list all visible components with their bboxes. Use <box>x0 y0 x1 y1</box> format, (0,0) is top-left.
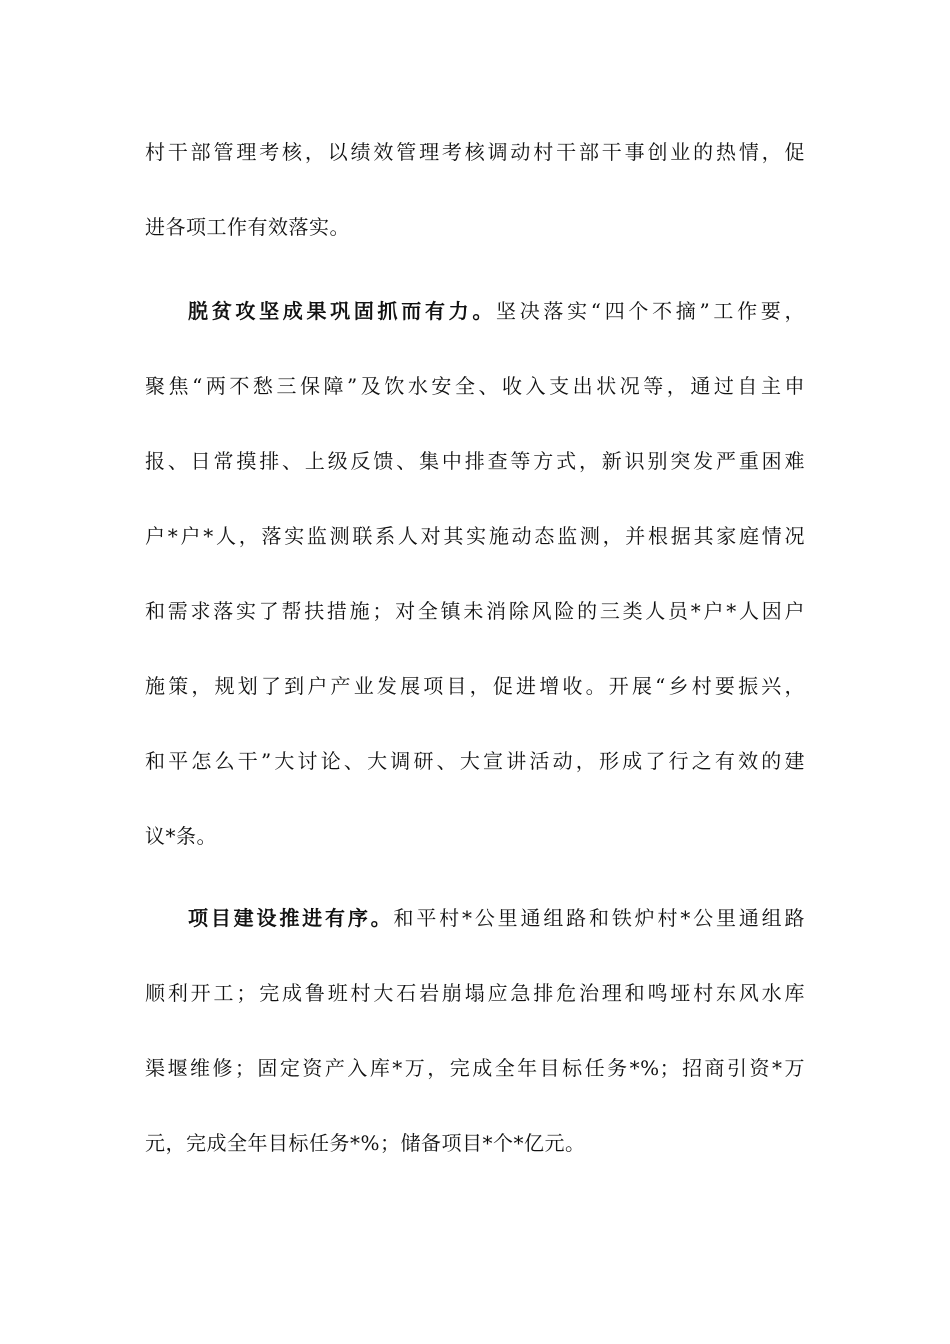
paragraph-1-line-2: 进各项工作有效落实。 <box>145 215 350 239</box>
paragraph-2-heading: 脱贫攻坚成果巩固抓而有力。 <box>188 299 497 323</box>
paragraph-3-line-4: 元，完成全年目标任务*%；储备项目*个*亿元。 <box>145 1131 586 1155</box>
paragraph-1-line-1: 村干部管理考核，以绩效管理考核调动村干部干事创业的热情，促 <box>145 140 805 164</box>
paragraph-2-line-6: 施策，规划了到户产业发展项目，促进增收。开展“乡村要振兴， <box>145 674 805 698</box>
paragraph-3-heading: 项目建设推进有序。 <box>188 906 394 930</box>
paragraph-3-line-2: 顺利开工；完成鲁班村大石岩崩塌应急排危治理和鸣垭村东风水库 <box>145 981 805 1005</box>
paragraph-2-line-3: 报、日常摸排、上级反馈、集中排查等方式，新识别突发严重困难 <box>145 449 805 473</box>
paragraph-3-line-1: 和平村*公里通组路和铁炉村*公里通组路 <box>393 906 805 930</box>
paragraph-3-line-3: 渠堰维修；固定资产入库*万，完成全年目标任务*%；招商引资*万 <box>145 1056 805 1080</box>
paragraph-2-first-line <box>188 296 805 326</box>
paragraph-3-first-line <box>188 903 805 933</box>
paragraph-2-line-7: 和平怎么干”大讨论、大调研、大宣讲活动，形成了行之有效的建 <box>145 749 805 773</box>
paragraph-2-line-8: 议*条。 <box>145 824 217 848</box>
paragraph-2-line-1: 坚决落实“四个不摘”工作要， <box>496 299 806 323</box>
paragraph-2-line-2: 聚焦“两不愁三保障”及饮水安全、收入支出状况等，通过自主申 <box>145 374 805 398</box>
paragraph-2-line-4: 户*户*人，落实监测联系人对其实施动态监测，并根据其家庭情况 <box>145 524 805 548</box>
paragraph-2-line-5: 和需求落实了帮扶措施；对全镇未消除风险的三类人员*户*人因户 <box>145 599 805 623</box>
